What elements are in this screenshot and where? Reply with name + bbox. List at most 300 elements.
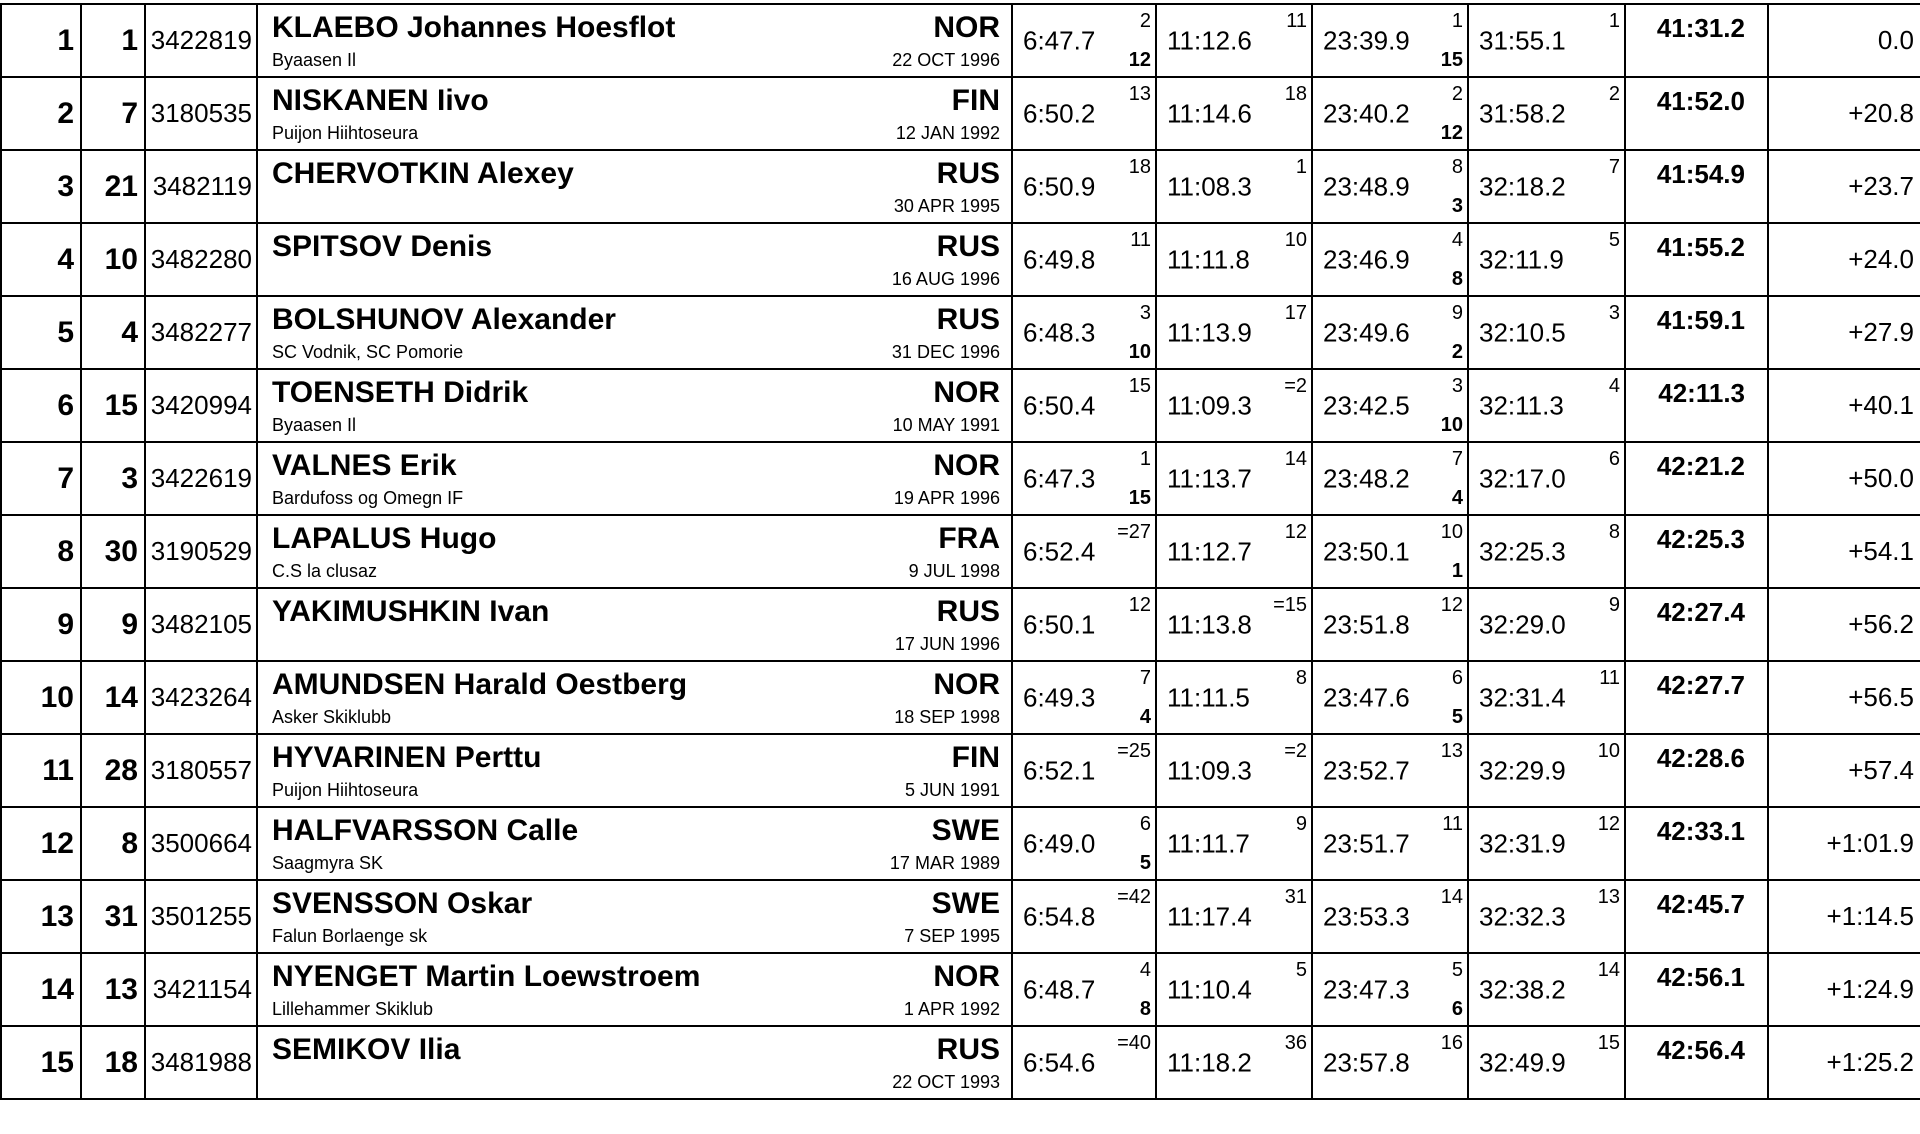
bib-cell	[81, 734, 145, 807]
split-rank: 6	[1451, 667, 1463, 689]
finish-time-cell	[1625, 734, 1768, 807]
athlete-birthdate: 12 JAN 1992	[895, 123, 1000, 143]
split-rank: 3	[1608, 302, 1620, 324]
split-gain: 10	[1440, 414, 1463, 436]
athlete-club: Byaasen Il	[272, 415, 357, 435]
table-row	[1, 515, 1920, 588]
split-gain: 3	[1451, 195, 1463, 217]
split-time: 32:17.0	[1479, 463, 1566, 493]
split-time: 23:51.8	[1323, 609, 1410, 639]
rank-cell	[1, 4, 81, 77]
split-time: 6:50.4	[1023, 390, 1096, 420]
fis-code-cell	[145, 588, 257, 661]
table-row	[1, 223, 1920, 296]
split-rank: 12	[1440, 594, 1463, 616]
split-rank: 1	[1295, 156, 1307, 178]
split-time: 6:50.2	[1023, 98, 1096, 128]
split-rank: =15	[1273, 594, 1307, 616]
split-cell-1	[1012, 953, 1156, 1026]
split-cell-3	[1312, 661, 1468, 734]
athlete-nation: NOR	[933, 668, 1000, 701]
split-cell-4	[1468, 588, 1625, 661]
split-rank: 14	[1284, 448, 1307, 470]
finish-time-cell	[1625, 588, 1768, 661]
athlete-name: NISKANEN Iivo	[272, 84, 489, 117]
split-rank: 5	[1451, 959, 1463, 981]
split-rank: 9	[1295, 813, 1307, 835]
rank-value: 10	[40, 680, 74, 714]
fis-code-value: 3190529	[150, 536, 252, 566]
split-rank: 6	[1139, 813, 1151, 835]
time-behind: +54.1	[1848, 536, 1914, 566]
rank-value: 9	[57, 607, 74, 641]
split-time: 23:52.7	[1323, 755, 1410, 785]
fis-code-cell	[145, 223, 257, 296]
athlete-birthdate: 30 APR 1995	[893, 196, 1000, 216]
split-rank: 2	[1451, 83, 1463, 105]
split-time: 32:25.3	[1479, 536, 1566, 566]
bib-cell	[81, 880, 145, 953]
athlete-name: HYVARINEN Perttu	[272, 741, 542, 774]
time-behind: +56.5	[1848, 682, 1914, 712]
time-behind: +57.4	[1848, 755, 1914, 785]
time-behind: +40.1	[1848, 390, 1914, 420]
split-time: 6:49.0	[1023, 828, 1096, 858]
rank-cell	[1, 807, 81, 880]
split-rank: 31	[1284, 886, 1307, 908]
bib-cell	[81, 296, 145, 369]
split-time: 32:29.9	[1479, 755, 1566, 785]
finish-time: 41:31.2	[1656, 13, 1745, 43]
finish-time: 42:25.3	[1656, 524, 1745, 554]
time-behind-cell	[1768, 1026, 1920, 1099]
finish-time-cell	[1625, 953, 1768, 1026]
athlete-club: Bardufoss og Omegn IF	[272, 488, 464, 508]
rank-cell	[1, 953, 81, 1026]
split-time: 23:42.5	[1323, 390, 1410, 420]
athlete-nation: NOR	[933, 376, 1000, 409]
split-cell-2	[1156, 150, 1312, 223]
athlete-birthdate: 17 MAR 1989	[889, 853, 1000, 873]
table-row	[1, 77, 1920, 150]
split-cell-1	[1012, 515, 1156, 588]
split-gain: 5	[1139, 852, 1151, 874]
athlete-cell	[257, 807, 1012, 880]
athlete-birthdate: 18 SEP 1998	[894, 707, 1000, 727]
fis-code-cell	[145, 734, 257, 807]
bib-value: 7	[121, 96, 138, 130]
split-time: 31:58.2	[1479, 98, 1566, 128]
split-rank: 7	[1608, 156, 1620, 178]
rank-value: 15	[40, 1045, 74, 1079]
split-cell-1	[1012, 4, 1156, 77]
rank-cell	[1, 150, 81, 223]
athlete-club: Puijon Hiihtoseura	[272, 123, 419, 143]
split-cell-4	[1468, 661, 1625, 734]
athlete-birthdate: 1 APR 1992	[903, 999, 1000, 1019]
rank-cell	[1, 77, 81, 150]
finish-time-cell	[1625, 807, 1768, 880]
split-rank: 11	[1442, 813, 1463, 835]
split-cell-1	[1012, 734, 1156, 807]
split-time: 32:29.0	[1479, 609, 1566, 639]
split-cell-2	[1156, 369, 1312, 442]
fis-code-cell	[145, 880, 257, 953]
split-cell-4	[1468, 880, 1625, 953]
split-cell-3	[1312, 734, 1468, 807]
athlete-cell	[257, 661, 1012, 734]
athlete-club: Saagmyra SK	[272, 853, 384, 873]
time-behind-cell	[1768, 77, 1920, 150]
time-behind-cell	[1768, 661, 1920, 734]
athlete-nation: NOR	[933, 11, 1000, 44]
split-rank: 11	[1130, 229, 1151, 251]
split-cell-1	[1012, 880, 1156, 953]
split-time: 23:49.6	[1323, 317, 1410, 347]
split-rank: =2	[1284, 740, 1307, 762]
split-rank: 14	[1597, 959, 1620, 981]
athlete-nation: RUS	[936, 157, 1000, 190]
rank-cell	[1, 369, 81, 442]
finish-time: 42:56.1	[1656, 962, 1745, 992]
split-time: 6:52.1	[1023, 755, 1096, 785]
split-rank: 13	[1128, 83, 1151, 105]
split-rank: 13	[1440, 740, 1463, 762]
athlete-name: TOENSETH Didrik	[272, 376, 529, 409]
fis-code-cell	[145, 807, 257, 880]
split-time: 6:50.1	[1023, 609, 1096, 639]
rank-cell	[1, 661, 81, 734]
finish-time: 42:45.7	[1656, 889, 1745, 919]
athlete-club: SC Vodnik, SC Pomorie	[272, 342, 464, 362]
split-cell-1	[1012, 223, 1156, 296]
split-rank: 1	[1608, 10, 1620, 32]
split-rank: 10	[1440, 521, 1463, 543]
bib-cell	[81, 807, 145, 880]
split-time: 11:12.6	[1167, 25, 1252, 55]
split-cell-3	[1312, 296, 1468, 369]
bib-cell	[81, 1026, 145, 1099]
bib-cell	[81, 4, 145, 77]
table-row	[1, 661, 1920, 734]
split-time: 11:08.3	[1167, 171, 1252, 201]
finish-time-cell	[1625, 880, 1768, 953]
fis-code-value: 3482105	[150, 609, 252, 639]
split-cell-2	[1156, 4, 1312, 77]
rank-value: 11	[42, 753, 74, 787]
split-rank: 7	[1139, 667, 1151, 689]
athlete-nation: RUS	[936, 303, 1000, 336]
split-time: 6:48.3	[1023, 317, 1096, 347]
split-rank: =25	[1117, 740, 1151, 762]
athlete-birthdate: 10 MAY 1991	[892, 415, 1000, 435]
split-time: 11:17.4	[1167, 901, 1252, 931]
time-behind: +23.7	[1848, 171, 1914, 201]
split-cell-1	[1012, 77, 1156, 150]
split-rank: 9	[1451, 302, 1463, 324]
finish-time-cell	[1625, 661, 1768, 734]
finish-time: 42:56.4	[1656, 1035, 1745, 1065]
split-gain: 8	[1451, 268, 1463, 290]
rank-value: 2	[57, 96, 74, 130]
split-rank: 8	[1295, 667, 1307, 689]
split-cell-4	[1468, 1026, 1625, 1099]
fis-code-cell	[145, 296, 257, 369]
split-cell-2	[1156, 953, 1312, 1026]
split-time: 11:18.2	[1167, 1047, 1252, 1077]
split-time: 11:09.3	[1167, 390, 1252, 420]
finish-time-cell	[1625, 296, 1768, 369]
finish-time-cell	[1625, 150, 1768, 223]
finish-time-cell	[1625, 1026, 1768, 1099]
split-rank: =2	[1284, 375, 1307, 397]
athlete-nation: NOR	[933, 449, 1000, 482]
bib-value: 4	[121, 315, 138, 349]
athlete-cell	[257, 296, 1012, 369]
time-behind-cell	[1768, 442, 1920, 515]
athlete-cell	[257, 150, 1012, 223]
athlete-birthdate: 19 APR 1996	[893, 488, 1000, 508]
split-rank: 5	[1608, 229, 1620, 251]
split-gain: 4	[1139, 706, 1151, 728]
split-gain: 10	[1128, 341, 1151, 363]
fis-code-value: 3423264	[150, 682, 252, 712]
athlete-cell	[257, 515, 1012, 588]
fis-code-cell	[145, 953, 257, 1026]
athlete-cell	[257, 223, 1012, 296]
bib-value: 1	[121, 23, 138, 57]
split-cell-4	[1468, 296, 1625, 369]
bib-value: 10	[104, 242, 138, 276]
split-rank: 5	[1295, 959, 1307, 981]
bib-cell	[81, 150, 145, 223]
split-cell-1	[1012, 661, 1156, 734]
athlete-name: CHERVOTKIN Alexey	[272, 157, 574, 190]
finish-time: 41:54.9	[1656, 159, 1745, 189]
split-cell-4	[1468, 223, 1625, 296]
split-rank: 14	[1440, 886, 1463, 908]
split-time: 23:47.3	[1323, 974, 1410, 1004]
split-cell-2	[1156, 734, 1312, 807]
athlete-nation: RUS	[936, 595, 1000, 628]
finish-time: 41:59.1	[1656, 305, 1745, 335]
bib-cell	[81, 588, 145, 661]
split-cell-3	[1312, 953, 1468, 1026]
split-rank: 17	[1284, 302, 1307, 324]
split-cell-4	[1468, 807, 1625, 880]
fis-code-value: 3422619	[150, 463, 252, 493]
athlete-name: SPITSOV Denis	[272, 230, 493, 263]
athlete-nation: SWE	[931, 814, 1000, 847]
rank-value: 6	[57, 388, 74, 422]
fis-code-value: 3481988	[150, 1047, 252, 1077]
bib-cell	[81, 953, 145, 1026]
bib-value: 31	[104, 899, 138, 933]
athlete-name: SVENSSON Oskar	[272, 887, 533, 920]
athlete-name: NYENGET Martin Loewstroem	[272, 960, 701, 993]
rank-value: 4	[57, 242, 74, 276]
time-behind-cell	[1768, 515, 1920, 588]
split-time: 32:31.9	[1479, 828, 1566, 858]
split-gain: 8	[1139, 998, 1151, 1020]
athlete-name: AMUNDSEN Harald Oestberg	[272, 668, 688, 701]
time-behind: +27.9	[1848, 317, 1914, 347]
finish-time-cell	[1625, 369, 1768, 442]
table-row	[1, 369, 1920, 442]
split-cell-2	[1156, 223, 1312, 296]
fis-code-cell	[145, 442, 257, 515]
split-cell-2	[1156, 296, 1312, 369]
athlete-name: LAPALUS Hugo	[272, 522, 497, 555]
athlete-club: Byaasen Il	[272, 50, 357, 70]
fis-code-value: 3500664	[150, 828, 252, 858]
time-behind-cell	[1768, 588, 1920, 661]
split-time: 6:52.4	[1023, 536, 1096, 566]
split-cell-2	[1156, 880, 1312, 953]
split-gain: 2	[1451, 341, 1463, 363]
athlete-nation: FIN	[951, 84, 1000, 117]
split-rank: 13	[1597, 886, 1620, 908]
split-cell-1	[1012, 807, 1156, 880]
bib-value: 18	[104, 1045, 138, 1079]
rank-cell	[1, 588, 81, 661]
time-behind: +1:25.2	[1826, 1047, 1914, 1077]
finish-time: 42:27.4	[1656, 597, 1745, 627]
athlete-cell	[257, 953, 1012, 1026]
split-gain: 1	[1451, 560, 1463, 582]
time-behind-cell	[1768, 150, 1920, 223]
athlete-club: Falun Borlaenge sk	[272, 926, 428, 946]
athlete-cell	[257, 4, 1012, 77]
bib-value: 30	[104, 534, 138, 568]
athlete-birthdate: 22 OCT 1993	[892, 1072, 1000, 1092]
split-cell-3	[1312, 588, 1468, 661]
fis-code-value: 3422819	[150, 25, 252, 55]
split-time: 6:47.7	[1023, 25, 1096, 55]
bib-cell	[81, 442, 145, 515]
split-gain: 15	[1440, 49, 1463, 71]
rank-value: 14	[40, 972, 74, 1006]
bib-value: 13	[104, 972, 138, 1006]
athlete-club: Asker Skiklubb	[272, 707, 392, 727]
rank-cell	[1, 442, 81, 515]
split-time: 11:11.7	[1167, 828, 1250, 858]
fis-code-cell	[145, 515, 257, 588]
fis-code-value: 3482280	[150, 244, 252, 274]
split-cell-3	[1312, 150, 1468, 223]
split-rank: 18	[1284, 83, 1307, 105]
time-behind-cell	[1768, 369, 1920, 442]
bib-value: 8	[121, 826, 138, 860]
split-cell-2	[1156, 807, 1312, 880]
bib-value: 14	[104, 680, 138, 714]
rank-value: 7	[57, 461, 74, 495]
rank-cell	[1, 296, 81, 369]
table-row	[1, 296, 1920, 369]
split-cell-3	[1312, 807, 1468, 880]
athlete-birthdate: 31 DEC 1996	[891, 342, 1000, 362]
results-body	[1, 4, 1920, 1099]
split-cell-3	[1312, 515, 1468, 588]
split-cell-1	[1012, 369, 1156, 442]
split-rank: 12	[1597, 813, 1620, 835]
split-rank: 12	[1284, 521, 1307, 543]
time-behind: +20.8	[1848, 98, 1914, 128]
fis-code-value: 3482277	[150, 317, 252, 347]
athlete-nation: FRA	[938, 522, 1000, 555]
split-rank: 7	[1451, 448, 1463, 470]
time-behind-cell	[1768, 880, 1920, 953]
finish-time: 42:27.7	[1656, 670, 1745, 700]
split-cell-3	[1312, 1026, 1468, 1099]
rank-value: 3	[57, 169, 74, 203]
table-row	[1, 1026, 1920, 1099]
split-cell-2	[1156, 77, 1312, 150]
split-cell-3	[1312, 880, 1468, 953]
split-rank: 15	[1597, 1032, 1620, 1054]
split-cell-4	[1468, 77, 1625, 150]
split-rank: 11	[1599, 667, 1620, 689]
time-behind: +56.2	[1848, 609, 1914, 639]
athlete-name: KLAEBO Johannes Hoesflot	[272, 11, 676, 44]
bib-value: 15	[104, 388, 138, 422]
split-time: 6:49.8	[1023, 244, 1096, 274]
bib-value: 9	[121, 607, 138, 641]
split-time: 32:31.4	[1479, 682, 1566, 712]
table-row	[1, 734, 1920, 807]
athlete-name: SEMIKOV Ilia	[272, 1033, 461, 1066]
split-rank: 3	[1139, 302, 1151, 324]
split-gain: 12	[1440, 122, 1463, 144]
rank-value: 5	[57, 315, 74, 349]
split-rank: 36	[1284, 1032, 1307, 1054]
athlete-birthdate: 9 JUL 1998	[908, 561, 1000, 581]
rank-value: 12	[40, 826, 74, 860]
split-time: 23:39.9	[1323, 25, 1410, 55]
rank-value: 1	[57, 23, 74, 57]
split-cell-4	[1468, 734, 1625, 807]
finish-time: 41:55.2	[1656, 232, 1745, 262]
split-rank: 11	[1286, 10, 1307, 32]
athlete-name: VALNES Erik	[272, 449, 457, 482]
split-cell-3	[1312, 4, 1468, 77]
split-rank: 16	[1440, 1032, 1463, 1054]
split-rank: 4	[1139, 959, 1151, 981]
finish-time-cell	[1625, 223, 1768, 296]
split-time: 23:40.2	[1323, 98, 1410, 128]
finish-time: 42:21.2	[1656, 451, 1745, 481]
split-cell-4	[1468, 953, 1625, 1026]
split-rank: 15	[1128, 375, 1151, 397]
split-rank: 2	[1608, 83, 1620, 105]
split-rank: 1	[1139, 448, 1151, 470]
finish-time: 42:11.3	[1658, 378, 1745, 408]
split-time: 6:48.7	[1023, 974, 1096, 1004]
athlete-cell	[257, 442, 1012, 515]
split-cell-1	[1012, 296, 1156, 369]
table-row	[1, 588, 1920, 661]
athlete-club: C.S la clusaz	[272, 561, 378, 581]
split-cell-3	[1312, 442, 1468, 515]
athlete-club: Puijon Hiihtoseura	[272, 780, 419, 800]
split-time: 11:10.4	[1167, 974, 1252, 1004]
split-cell-2	[1156, 515, 1312, 588]
bib-cell	[81, 223, 145, 296]
rank-value: 13	[40, 899, 74, 933]
athlete-cell	[257, 77, 1012, 150]
split-gain: 4	[1451, 487, 1463, 509]
time-behind: +50.0	[1848, 463, 1914, 493]
